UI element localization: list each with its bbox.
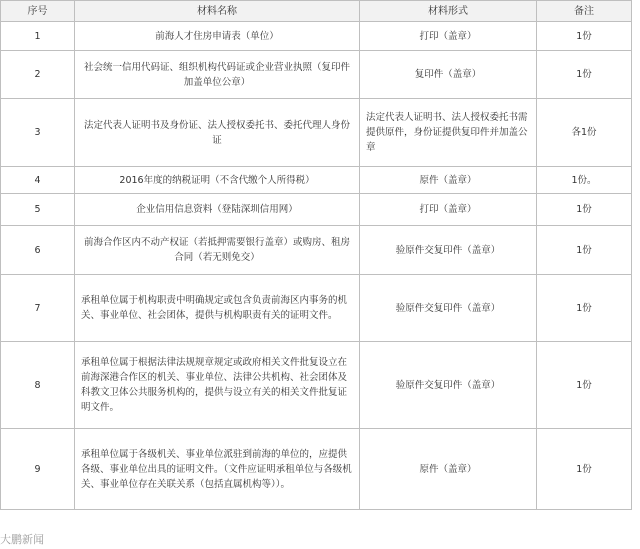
row-number: 9	[1, 429, 75, 510]
table-row	[1, 22, 632, 51]
material-form: 法定代表人证明书、法人授权委托书需提供原件，身份证提供复印件并加盖公章	[360, 99, 537, 167]
table-row	[1, 275, 632, 342]
remark: 1份。	[537, 167, 632, 194]
material-name: 法定代表人证明书及身份证、法人授权委托书、委托代理人身份证	[75, 99, 360, 167]
table-row	[1, 342, 632, 429]
watermark-logo: 大鹏新闻	[0, 533, 44, 546]
header-remark: 备注	[537, 1, 632, 22]
material-name: 承租单位属于各级机关、事业单位派驻到前海的单位的，应提供各级、事业单位出具的证明文件。（文件应证明承租单位与各级机关、事业单位存在关联关系（包括直属机构等））。	[75, 429, 360, 510]
material-form: 复印件（盖章）	[360, 51, 537, 99]
row-number: 1	[1, 22, 75, 51]
remark: 1份	[537, 51, 632, 99]
remark: 1份	[537, 194, 632, 226]
row-number: 7	[1, 275, 75, 342]
table-row	[1, 51, 632, 99]
material-form: 打印（盖章）	[360, 22, 537, 51]
remark: 1份	[537, 429, 632, 510]
material-form: 原件（盖章）	[360, 167, 537, 194]
row-number: 6	[1, 226, 75, 275]
material-name: 前海合作区内不动产权证（若抵押需要银行盖章）或购房、租房合同（若无则免交）	[75, 226, 360, 275]
material-name: 2016年度的纳税证明（不含代缴个人所得税）	[75, 167, 360, 194]
material-name: 企业信用信息资料（登陆深圳信用网）	[75, 194, 360, 226]
material-form: 验原件交复印件（盖章）	[360, 275, 537, 342]
table-row	[1, 99, 632, 167]
table-row	[1, 194, 632, 226]
material-name: 承租单位属于机构职责中明确规定或包含负责前海区内事务的机关、事业单位、社会团体，提供与机构职责有关的证明文件。	[75, 275, 360, 342]
remark: 1份	[537, 275, 632, 342]
remark: 1份	[537, 22, 632, 51]
header-row	[1, 1, 632, 22]
remark: 1份	[537, 226, 632, 275]
material-form: 验原件交复印件（盖章）	[360, 226, 537, 275]
header-material-name: 材料名称	[75, 1, 360, 22]
table-row	[1, 429, 632, 510]
row-number: 4	[1, 167, 75, 194]
material-name: 社会统一信用代码证、组织机构代码证或企业营业执照（复印件加盖单位公章）	[75, 51, 360, 99]
material-name: 承租单位属于根据法律法规规章规定或政府相关文件批复设立在前海深港合作区的机关、事业单位、法律公共机构、社会团体及科教文卫体公共服务机构的，提供与设立有关的相关文件批复证明文件。	[75, 342, 360, 429]
remark: 各1份	[537, 99, 632, 167]
row-number: 5	[1, 194, 75, 226]
row-number: 8	[1, 342, 75, 429]
material-form: 验原件交复印件（盖章）	[360, 342, 537, 429]
material-form: 原件（盖章）	[360, 429, 537, 510]
material-name: 前海人才住房申请表（单位）	[75, 22, 360, 51]
material-form: 打印（盖章）	[360, 194, 537, 226]
table-row	[1, 167, 632, 194]
table-row	[1, 226, 632, 275]
row-number: 3	[1, 99, 75, 167]
row-number: 2	[1, 51, 75, 99]
remark: 1份	[537, 342, 632, 429]
header-material-form: 材料形式	[360, 1, 537, 22]
header-number: 序号	[1, 1, 75, 22]
